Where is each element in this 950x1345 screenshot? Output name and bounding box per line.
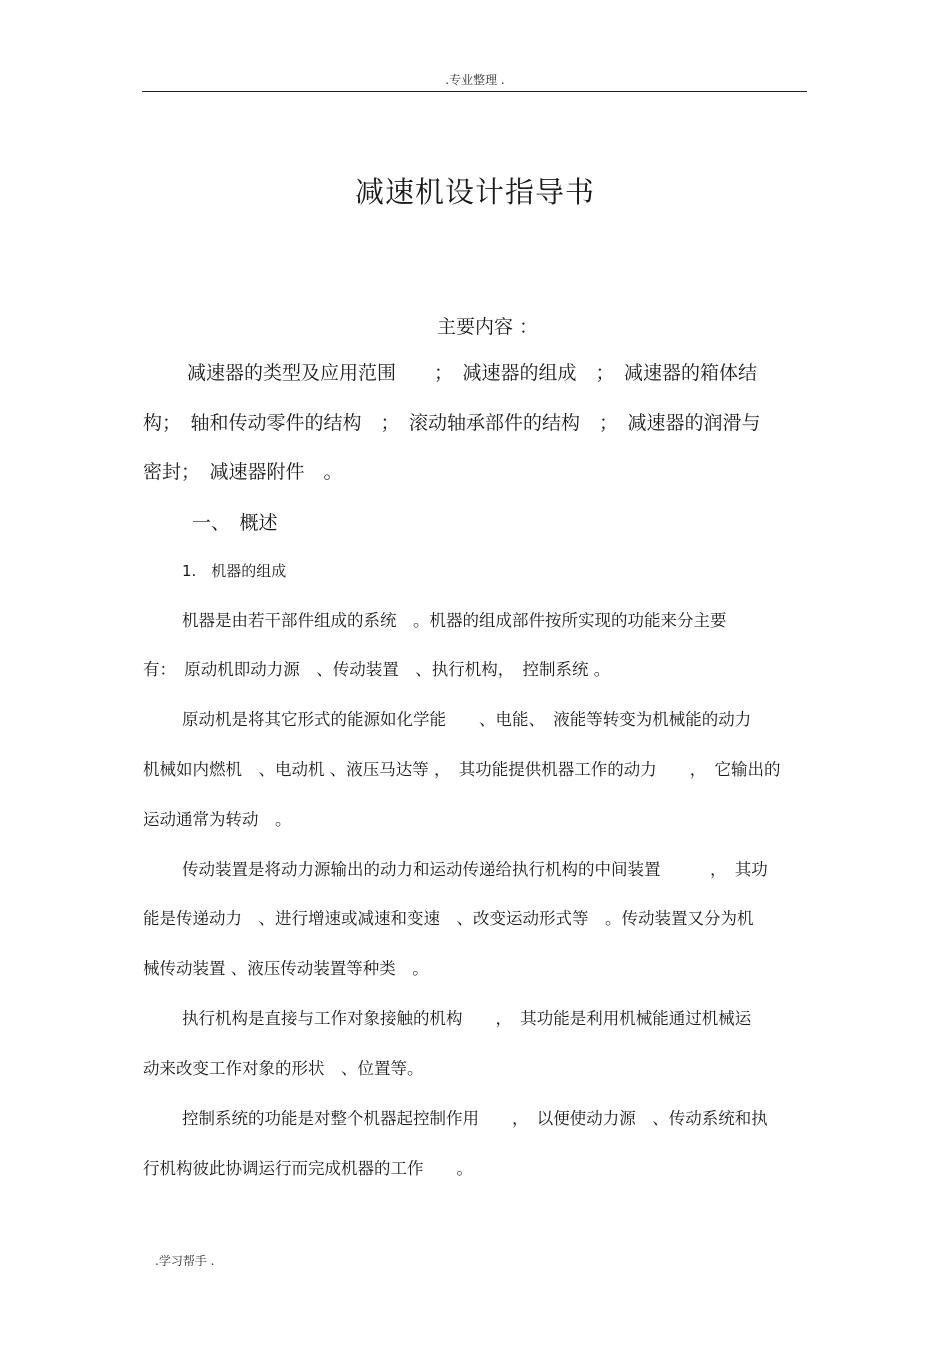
paragraph-line: 有： 原动机即动力源 、传动装置 、执行机构， 控制系统 。 xyxy=(143,660,611,679)
paragraph-line: 控制系统的功能是对整个机器起控制作用 ， 以便使动力源 、传动系统和执 xyxy=(182,1109,768,1128)
page-footer: .学习帮手 . xyxy=(155,1254,215,1268)
paragraph-line: 能是传递动力 、进行增速或减速和变速 、改变运动形式等 。传动装置又分为机 xyxy=(143,909,754,928)
paragraph-line: 机器是由若干部件组成的系统 。机器的组成部件按所实现的功能来分主要 xyxy=(182,611,727,630)
paragraph-line: 执行机构是直接与工作对象接触的机构 ， 其功能是利用机械能通过机械运 xyxy=(182,1009,752,1028)
header-text: .专业整理 . xyxy=(445,73,505,87)
main-content-line: 构； 轴和传动零件的结构 ； 滚动轴承部件的结构 ； 减速器的润滑与 xyxy=(143,412,761,434)
paragraph-line: 运动通常为转动 。 xyxy=(143,810,292,829)
main-content-label: 主要内容 ： xyxy=(437,316,539,338)
paragraph-line: 传动装置是将动力源输出的动力和运动传递给执行机构的中间装置 ， 其功 xyxy=(182,860,768,879)
section-subheading: 1. 机器的组成 xyxy=(182,562,287,580)
paragraph-line: 原动机是将其它形式的能源如化学能 、电能、 液能等转变为机械能的动力 xyxy=(182,710,752,729)
document-title: 减速机设计指导书 xyxy=(354,175,595,209)
section-heading: 一、 概述 xyxy=(192,512,278,534)
paragraph-line: 行机构彼此协调运行而完成机器的工作 。 xyxy=(143,1159,473,1178)
main-content-line: 减速器的类型及应用范围 ； 减速器的组成 ； 减速器的箱体结 xyxy=(187,362,758,384)
main-content-line: 密封； 减速器附件 。 xyxy=(143,461,343,483)
paragraph-line: 动来改变工作对象的形状 、位置等。 xyxy=(143,1059,424,1078)
paragraph-line: 机械如内燃机 、电动机 、液压马达等 ， 其功能提供机器工作的动力 ， 它输出的 xyxy=(143,760,781,779)
header-divider xyxy=(142,91,807,92)
paragraph-line: 械传动装置 、液压传动装置等种类 。 xyxy=(143,959,429,978)
